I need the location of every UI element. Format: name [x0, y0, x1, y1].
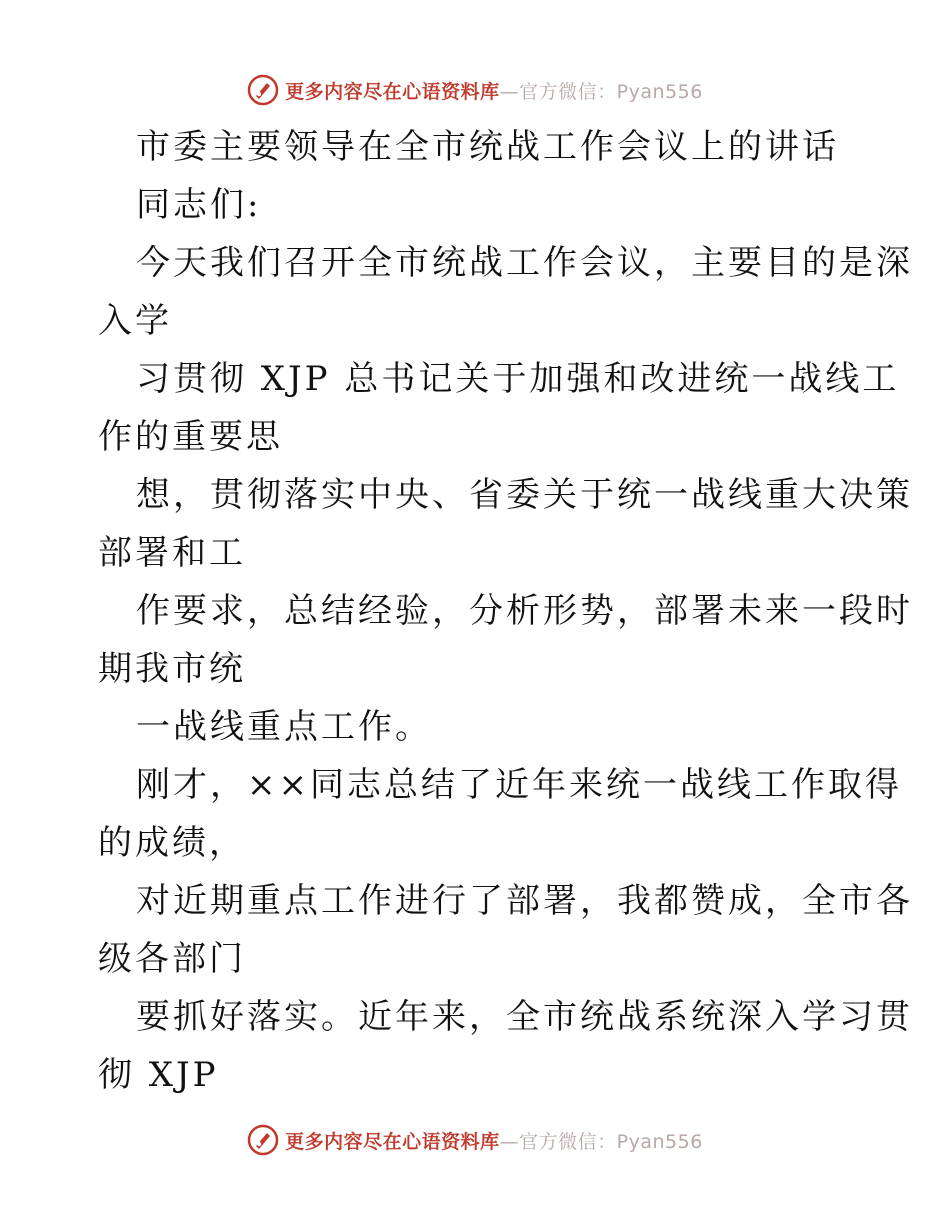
brand-logo-icon [247, 1124, 279, 1156]
text-line: 的成绩， [98, 823, 246, 863]
text-line: 习贯彻 XJP 总书记关于加强和改进统一战线工 [136, 359, 900, 399]
header-banner [0, 70, 950, 110]
text-line: 入学 [98, 301, 172, 341]
text-line: 刚才，××同志总结了近年来统一战线工作取得 [136, 765, 902, 805]
banner-contact: —官方微信：Pyan556 [499, 80, 703, 103]
text-line: 今天我们召开全市统战工作会议，主要目的是深 [136, 243, 913, 283]
text-line: 彻 XJP [98, 1055, 219, 1095]
text-line: 作的重要思 [98, 417, 283, 457]
footer-banner [0, 1120, 950, 1160]
banner-contact: —官方微信：Pyan556 [499, 1130, 703, 1153]
text-line: 作要求，总结经验，分析形势，部署未来一段时 [136, 591, 913, 631]
text-line: 期我市统 [98, 649, 246, 689]
text-line: 同志们: [136, 185, 262, 225]
text-line: 要抓好落实。近年来，全市统战系统深入学习贯 [136, 997, 913, 1037]
text-line: 级各部门 [98, 939, 246, 979]
brand-logo-icon [247, 74, 279, 106]
document-body [98, 118, 913, 1104]
text-line: 部署和工 [98, 533, 246, 573]
banner-brand: 更多内容尽在心语资料库 [285, 80, 500, 103]
banner-brand: 更多内容尽在心语资料库 [285, 1130, 500, 1153]
text-line: 市委主要领导在全市统战工作会议上的讲话 [136, 127, 839, 167]
text-line: 想，贯彻落实中央、省委关于统一战线重大决策 [136, 475, 913, 515]
text-line: 一战线重点工作。 [136, 707, 432, 747]
banner-text [285, 77, 703, 104]
text-line: 对近期重点工作进行了部署，我都赞成，全市各 [136, 881, 913, 921]
banner-text [285, 1127, 703, 1154]
